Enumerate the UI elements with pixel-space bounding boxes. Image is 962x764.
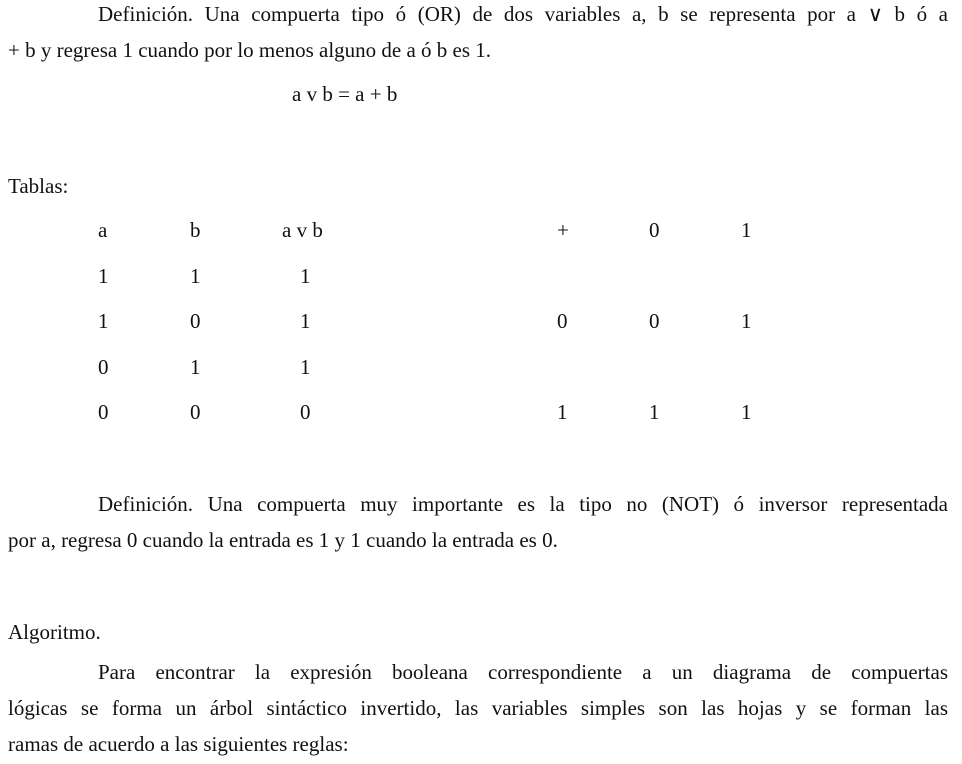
op-table-header-1: 1 [741, 218, 752, 242]
truth-table-cell: 1 [300, 355, 311, 379]
algorithm-heading: Algoritmo. [8, 620, 101, 644]
or-definition-line-1: Definición. Una compuerta tipo ó (OR) de dos variables a, b se representa por a ∨ b ó a [98, 2, 948, 26]
algorithm-paragraph-line-1: Para encontrar la expresión booleana correspondiente a un diagrama de compuertas [98, 660, 948, 684]
truth-table-cell: 0 [300, 400, 311, 424]
truth-table-header-a-or-b: a v b [282, 218, 323, 242]
or-definition-line-2: + b y regresa 1 cuando por lo menos alguno de a ó b es 1. [8, 38, 492, 62]
not-definition-line-1: Definición. Una compuerta muy importante es la tipo no (NOT) ó inversor representada [98, 492, 948, 516]
op-table-cell: 1 [741, 309, 752, 333]
not-definition-line-2: por a, regresa 0 cuando la entrada es 1 y 1 cuando la entrada es 0. [8, 528, 558, 552]
truth-table-cell: 1 [190, 264, 201, 288]
truth-table-cell: 0 [98, 400, 109, 424]
op-table-cell: 1 [649, 400, 660, 424]
truth-table-cell: 1 [300, 309, 311, 333]
algorithm-paragraph-line-3: ramas de acuerdo a las siguientes reglas: [8, 732, 349, 756]
or-formula: a v b = a + b [292, 82, 398, 106]
tables-label: Tablas: [8, 174, 69, 198]
truth-table-cell: 0 [98, 355, 109, 379]
op-table-cell: 0 [557, 309, 568, 333]
op-table-cell: 1 [741, 400, 752, 424]
truth-table-cell: 1 [190, 355, 201, 379]
truth-table-cell: 1 [98, 309, 109, 333]
op-table-header-plus: + [557, 218, 569, 242]
truth-table-cell: 1 [98, 264, 109, 288]
truth-table-header-b: b [190, 218, 201, 242]
algorithm-paragraph-line-2: lógicas se forma un árbol sintáctico invertido, las variables simples son las hojas y se forman las [8, 696, 948, 720]
truth-table-header-a: a [98, 218, 108, 242]
truth-table-cell: 1 [300, 264, 311, 288]
op-table-cell: 0 [649, 309, 660, 333]
truth-table-cell: 0 [190, 400, 201, 424]
truth-table-cell: 0 [190, 309, 201, 333]
op-table-header-0: 0 [649, 218, 660, 242]
op-table-cell: 1 [557, 400, 568, 424]
